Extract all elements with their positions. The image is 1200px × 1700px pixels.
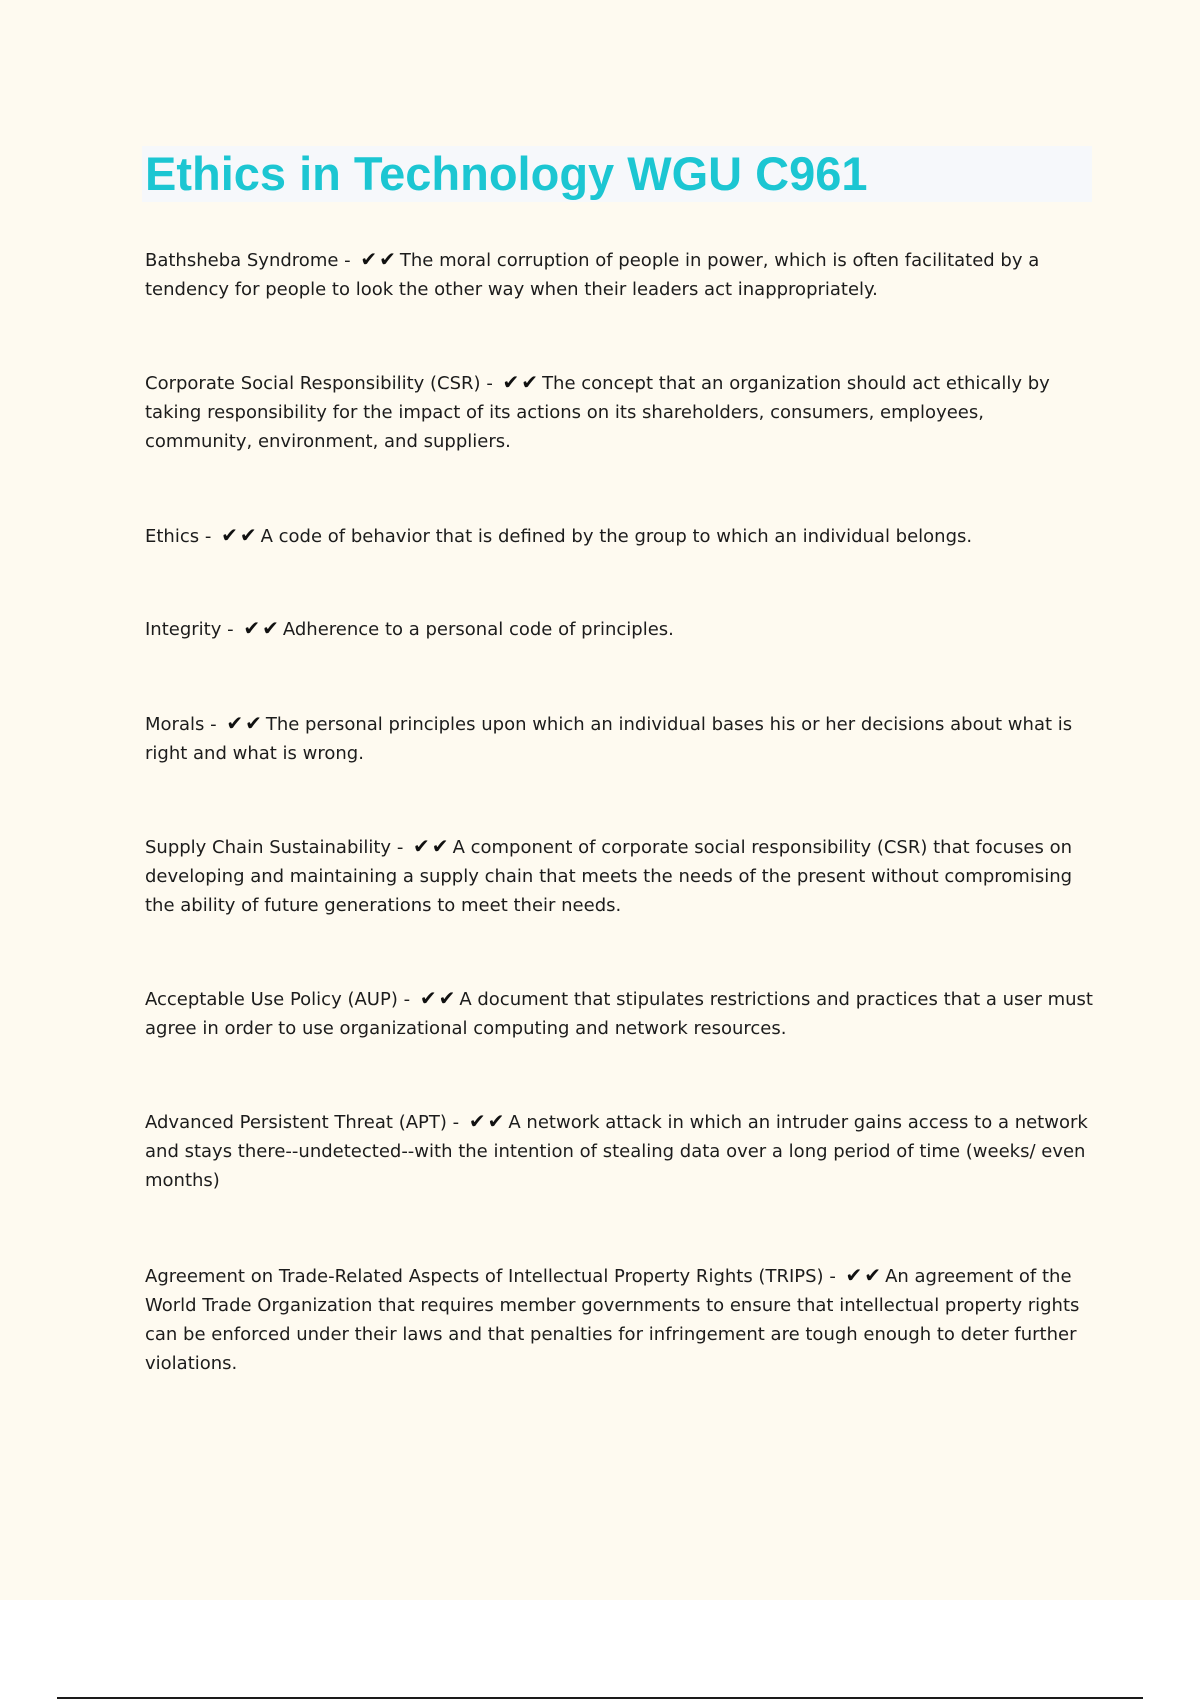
term-definition: The moral corruption of people in power, which is often facilitated by a tendency for people to look the other way when their leaders act inappropriately. bbox=[145, 250, 1040, 300]
term-definition: The personal principles upon which an individual bases his or her decisions about what is right and what is wrong. bbox=[145, 714, 1073, 764]
term-definition: A component of corporate social responsibility (CSR) that focuses on developing and maintaining a supply chain that meets the needs of the present without compromising the ability of future generations to meet their needs. bbox=[145, 837, 1073, 916]
double-check-icon: ✔✔ bbox=[468, 1109, 507, 1133]
term-definition: A code of behavior that is defined by the group to which an individual belongs. bbox=[260, 526, 973, 547]
term-entry bbox=[145, 245, 1095, 304]
term-entry bbox=[145, 709, 1095, 768]
double-check-icon: ✔✔ bbox=[360, 247, 398, 271]
term-definition: A network attack in which an intruder gains access to a network and stays there--undetected--with the intention of stealing data over a long period of time (weeks/ even months) bbox=[145, 1112, 1088, 1191]
term-entry bbox=[145, 1261, 1095, 1378]
term-entry bbox=[145, 832, 1095, 920]
double-check-icon: ✔✔ bbox=[243, 616, 281, 640]
term-separator: - bbox=[204, 526, 212, 547]
term-entry bbox=[145, 984, 1095, 1043]
term-name: Corporate Social Responsibility (CSR) bbox=[145, 373, 481, 394]
term-separator: - bbox=[210, 714, 217, 735]
term-entry bbox=[145, 614, 1095, 644]
term-separator: - bbox=[486, 373, 493, 394]
term-name: Bathsheba Syndrome bbox=[145, 250, 339, 271]
term-separator: - bbox=[344, 250, 351, 271]
term-definition: An agreement of the World Trade Organization that requires member governments to ensure that intellectual property rights can be enforced under their laws and that penalties for infringement are tough enough to deter further violations. bbox=[145, 1266, 1080, 1374]
term-separator: - bbox=[403, 989, 411, 1010]
term-name: Morals bbox=[145, 714, 205, 735]
term-name: Supply Chain Sustainability bbox=[145, 837, 392, 858]
double-check-icon: ✔✔ bbox=[226, 711, 264, 735]
term-entry bbox=[145, 521, 1095, 551]
term-separator: - bbox=[829, 1266, 836, 1287]
double-check-icon: ✔✔ bbox=[845, 1263, 884, 1287]
term-separator: - bbox=[396, 837, 404, 858]
double-check-icon: ✔✔ bbox=[413, 834, 451, 858]
double-check-icon: ✔✔ bbox=[502, 370, 541, 394]
term-separator: - bbox=[452, 1112, 460, 1133]
term-name: Ethics bbox=[145, 526, 200, 547]
term-name: Advanced Persistent Threat (APT) bbox=[145, 1112, 447, 1133]
term-definition: The concept that an organization should act ethically by taking responsibility for the impact of its actions on its shareholders, consumers, employees, community, environment, and suppliers. bbox=[145, 373, 1050, 452]
document-title: Ethics in Technology WGU C961 bbox=[145, 147, 868, 200]
term-name: Integrity bbox=[145, 619, 222, 640]
term-entry bbox=[145, 1107, 1095, 1195]
double-check-icon: ✔✔ bbox=[221, 523, 259, 547]
term-separator: - bbox=[227, 619, 234, 640]
double-check-icon: ✔✔ bbox=[419, 986, 458, 1010]
term-definition: A document that stipulates restrictions and practices that a user must agree in order to use organizational computing and network resources. bbox=[145, 989, 1093, 1039]
term-name: Acceptable Use Policy (AUP) bbox=[145, 989, 398, 1010]
term-name: Agreement on Trade-Related Aspects of Intellectual Property Rights (TRIPS) bbox=[145, 1266, 824, 1287]
term-definition: Adherence to a personal code of principles. bbox=[282, 619, 674, 640]
term-entry bbox=[145, 368, 1095, 456]
page-divider bbox=[57, 1697, 1143, 1699]
